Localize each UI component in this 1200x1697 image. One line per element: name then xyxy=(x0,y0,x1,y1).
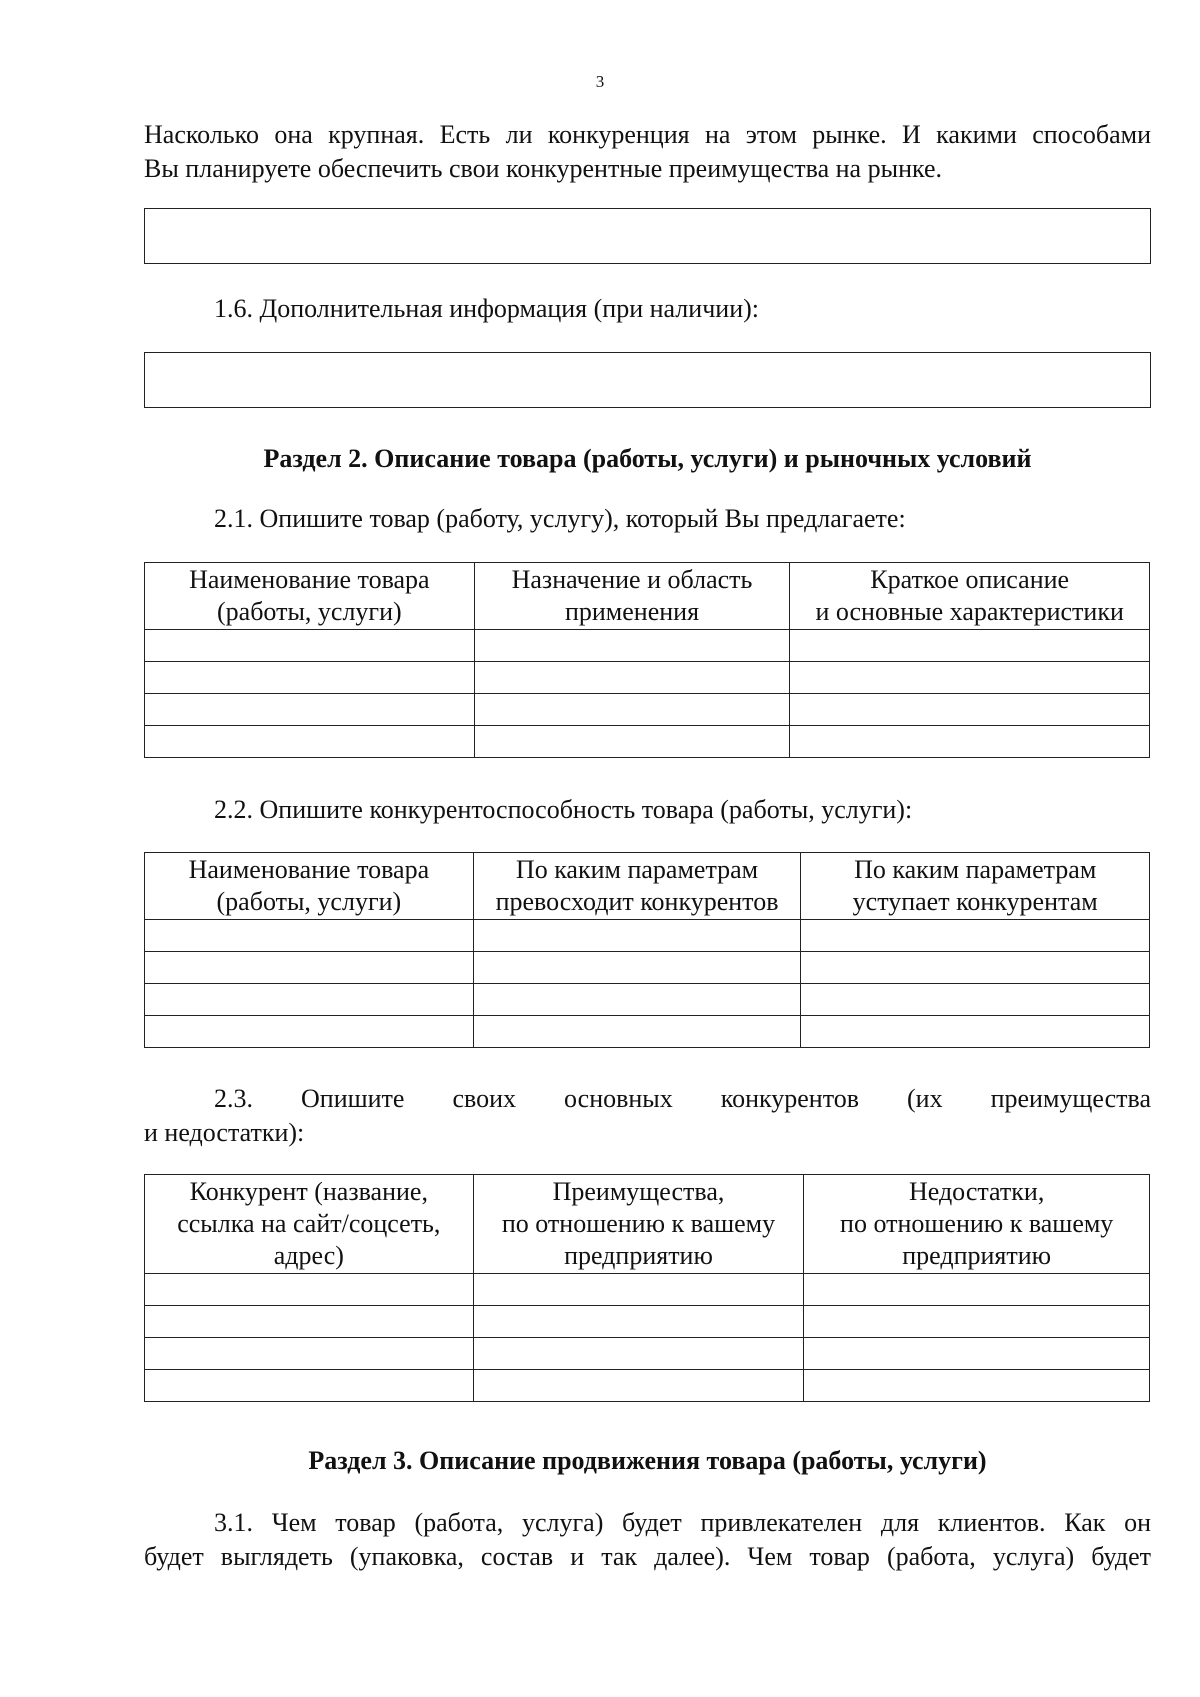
table-cell[interactable] xyxy=(473,1338,804,1370)
table-cell[interactable] xyxy=(145,1338,474,1370)
header-advantages: Преимущества, по отношению к вашему предприятию xyxy=(473,1175,804,1274)
table-row xyxy=(145,1306,1150,1338)
table-cell[interactable] xyxy=(145,630,475,662)
table-row xyxy=(145,952,1150,984)
table-row xyxy=(145,630,1150,662)
table-2-2 xyxy=(144,852,1150,1048)
table-row xyxy=(145,726,1150,758)
table-cell[interactable] xyxy=(145,662,475,694)
item-3-1-line-1: 3.1. Чем товар (работа, услуга) будет привлекателен для клиентов. Как он xyxy=(214,1508,1151,1537)
table-row xyxy=(145,1370,1150,1402)
table-cell[interactable] xyxy=(145,1274,474,1306)
header-description: Краткое описание и основные характеристики xyxy=(790,563,1150,630)
table-cell[interactable] xyxy=(145,920,474,952)
header-product-name: Наименование товара (работы, услуги) xyxy=(145,563,475,630)
header-superior-params: По каким параметрам превосходит конкурентов xyxy=(473,853,801,920)
item-2-3-label-line-1: 2.3. Опишите своих основных конкурентов (их преимущества xyxy=(214,1084,1151,1113)
table-2-1 xyxy=(144,562,1150,758)
table-cell[interactable] xyxy=(790,726,1150,758)
table-cell[interactable] xyxy=(790,630,1150,662)
table-cell[interactable] xyxy=(804,1306,1150,1338)
table-cell[interactable] xyxy=(801,984,1150,1016)
page-number: 3 xyxy=(595,72,605,91)
table-2-3 xyxy=(144,1174,1150,1402)
table-cell[interactable] xyxy=(473,1016,801,1048)
table-header-row xyxy=(145,853,1150,920)
section-2-heading: Раздел 2. Описание товара (работы, услуги) и рыночных условий xyxy=(263,444,1032,473)
header-product-name: Наименование товара (работы, услуги) xyxy=(145,853,474,920)
table-cell[interactable] xyxy=(801,952,1150,984)
item-1-6-label: 1.6. Дополнительная информация (при наличии): xyxy=(214,294,759,323)
table-cell[interactable] xyxy=(804,1338,1150,1370)
table-cell[interactable] xyxy=(473,952,801,984)
table-cell[interactable] xyxy=(474,694,790,726)
table-cell[interactable] xyxy=(474,630,790,662)
section-3-heading: Раздел 3. Описание продвижения товара (работы, услуги) xyxy=(308,1446,987,1475)
item-2-2-label: 2.2. Опишите конкурентоспособность товара (работы, услуги): xyxy=(214,795,913,824)
table-header-row xyxy=(145,1175,1150,1274)
table-header-row xyxy=(145,563,1150,630)
table-row xyxy=(145,1274,1150,1306)
table-cell[interactable] xyxy=(145,1306,474,1338)
header-disadvantages: Недостатки, по отношению к вашему предприятию xyxy=(804,1175,1150,1274)
intro-paragraph-line-2: Вы планируете обеспечить свои конкурентные преимущества на рынке. xyxy=(144,154,943,183)
table-cell[interactable] xyxy=(473,1274,804,1306)
table-cell[interactable] xyxy=(790,662,1150,694)
table-cell[interactable] xyxy=(473,920,801,952)
table-row xyxy=(145,984,1150,1016)
intro-paragraph-line-1: Насколько она крупная. Есть ли конкуренция на этом рынке. И какими способами xyxy=(144,120,1151,149)
table-cell[interactable] xyxy=(145,952,474,984)
table-row xyxy=(145,1016,1150,1048)
item-3-1-line-2: будет выглядеть (упаковка, состав и так далее). Чем товар (работа, услуга) будет xyxy=(144,1542,1151,1571)
table-cell[interactable] xyxy=(145,984,474,1016)
item-2-3-label-line-2: и недостатки): xyxy=(144,1118,305,1147)
table-row xyxy=(145,694,1150,726)
table-row xyxy=(145,1338,1150,1370)
table-cell[interactable] xyxy=(473,1306,804,1338)
table-cell[interactable] xyxy=(801,1016,1150,1048)
answer-box-additional-info[interactable] xyxy=(144,352,1151,408)
table-row xyxy=(145,662,1150,694)
header-purpose: Назначение и область применения xyxy=(474,563,790,630)
table-cell[interactable] xyxy=(145,1370,474,1402)
table-cell[interactable] xyxy=(145,726,475,758)
header-competitor: Конкурент (название, ссылка на сайт/соцсеть, адрес) xyxy=(145,1175,474,1274)
answer-box-competition[interactable] xyxy=(144,208,1151,264)
table-cell[interactable] xyxy=(804,1274,1150,1306)
table-cell[interactable] xyxy=(801,920,1150,952)
table-cell[interactable] xyxy=(145,1016,474,1048)
table-cell[interactable] xyxy=(474,726,790,758)
item-2-1-label: 2.1. Опишите товар (работу, услугу), который Вы предлагаете: xyxy=(214,504,906,533)
table-cell[interactable] xyxy=(804,1370,1150,1402)
table-cell[interactable] xyxy=(145,694,475,726)
table-cell[interactable] xyxy=(474,662,790,694)
header-inferior-params: По каким параметрам уступает конкурентам xyxy=(801,853,1150,920)
table-row xyxy=(145,920,1150,952)
table-cell[interactable] xyxy=(473,1370,804,1402)
table-cell[interactable] xyxy=(790,694,1150,726)
table-cell[interactable] xyxy=(473,984,801,1016)
